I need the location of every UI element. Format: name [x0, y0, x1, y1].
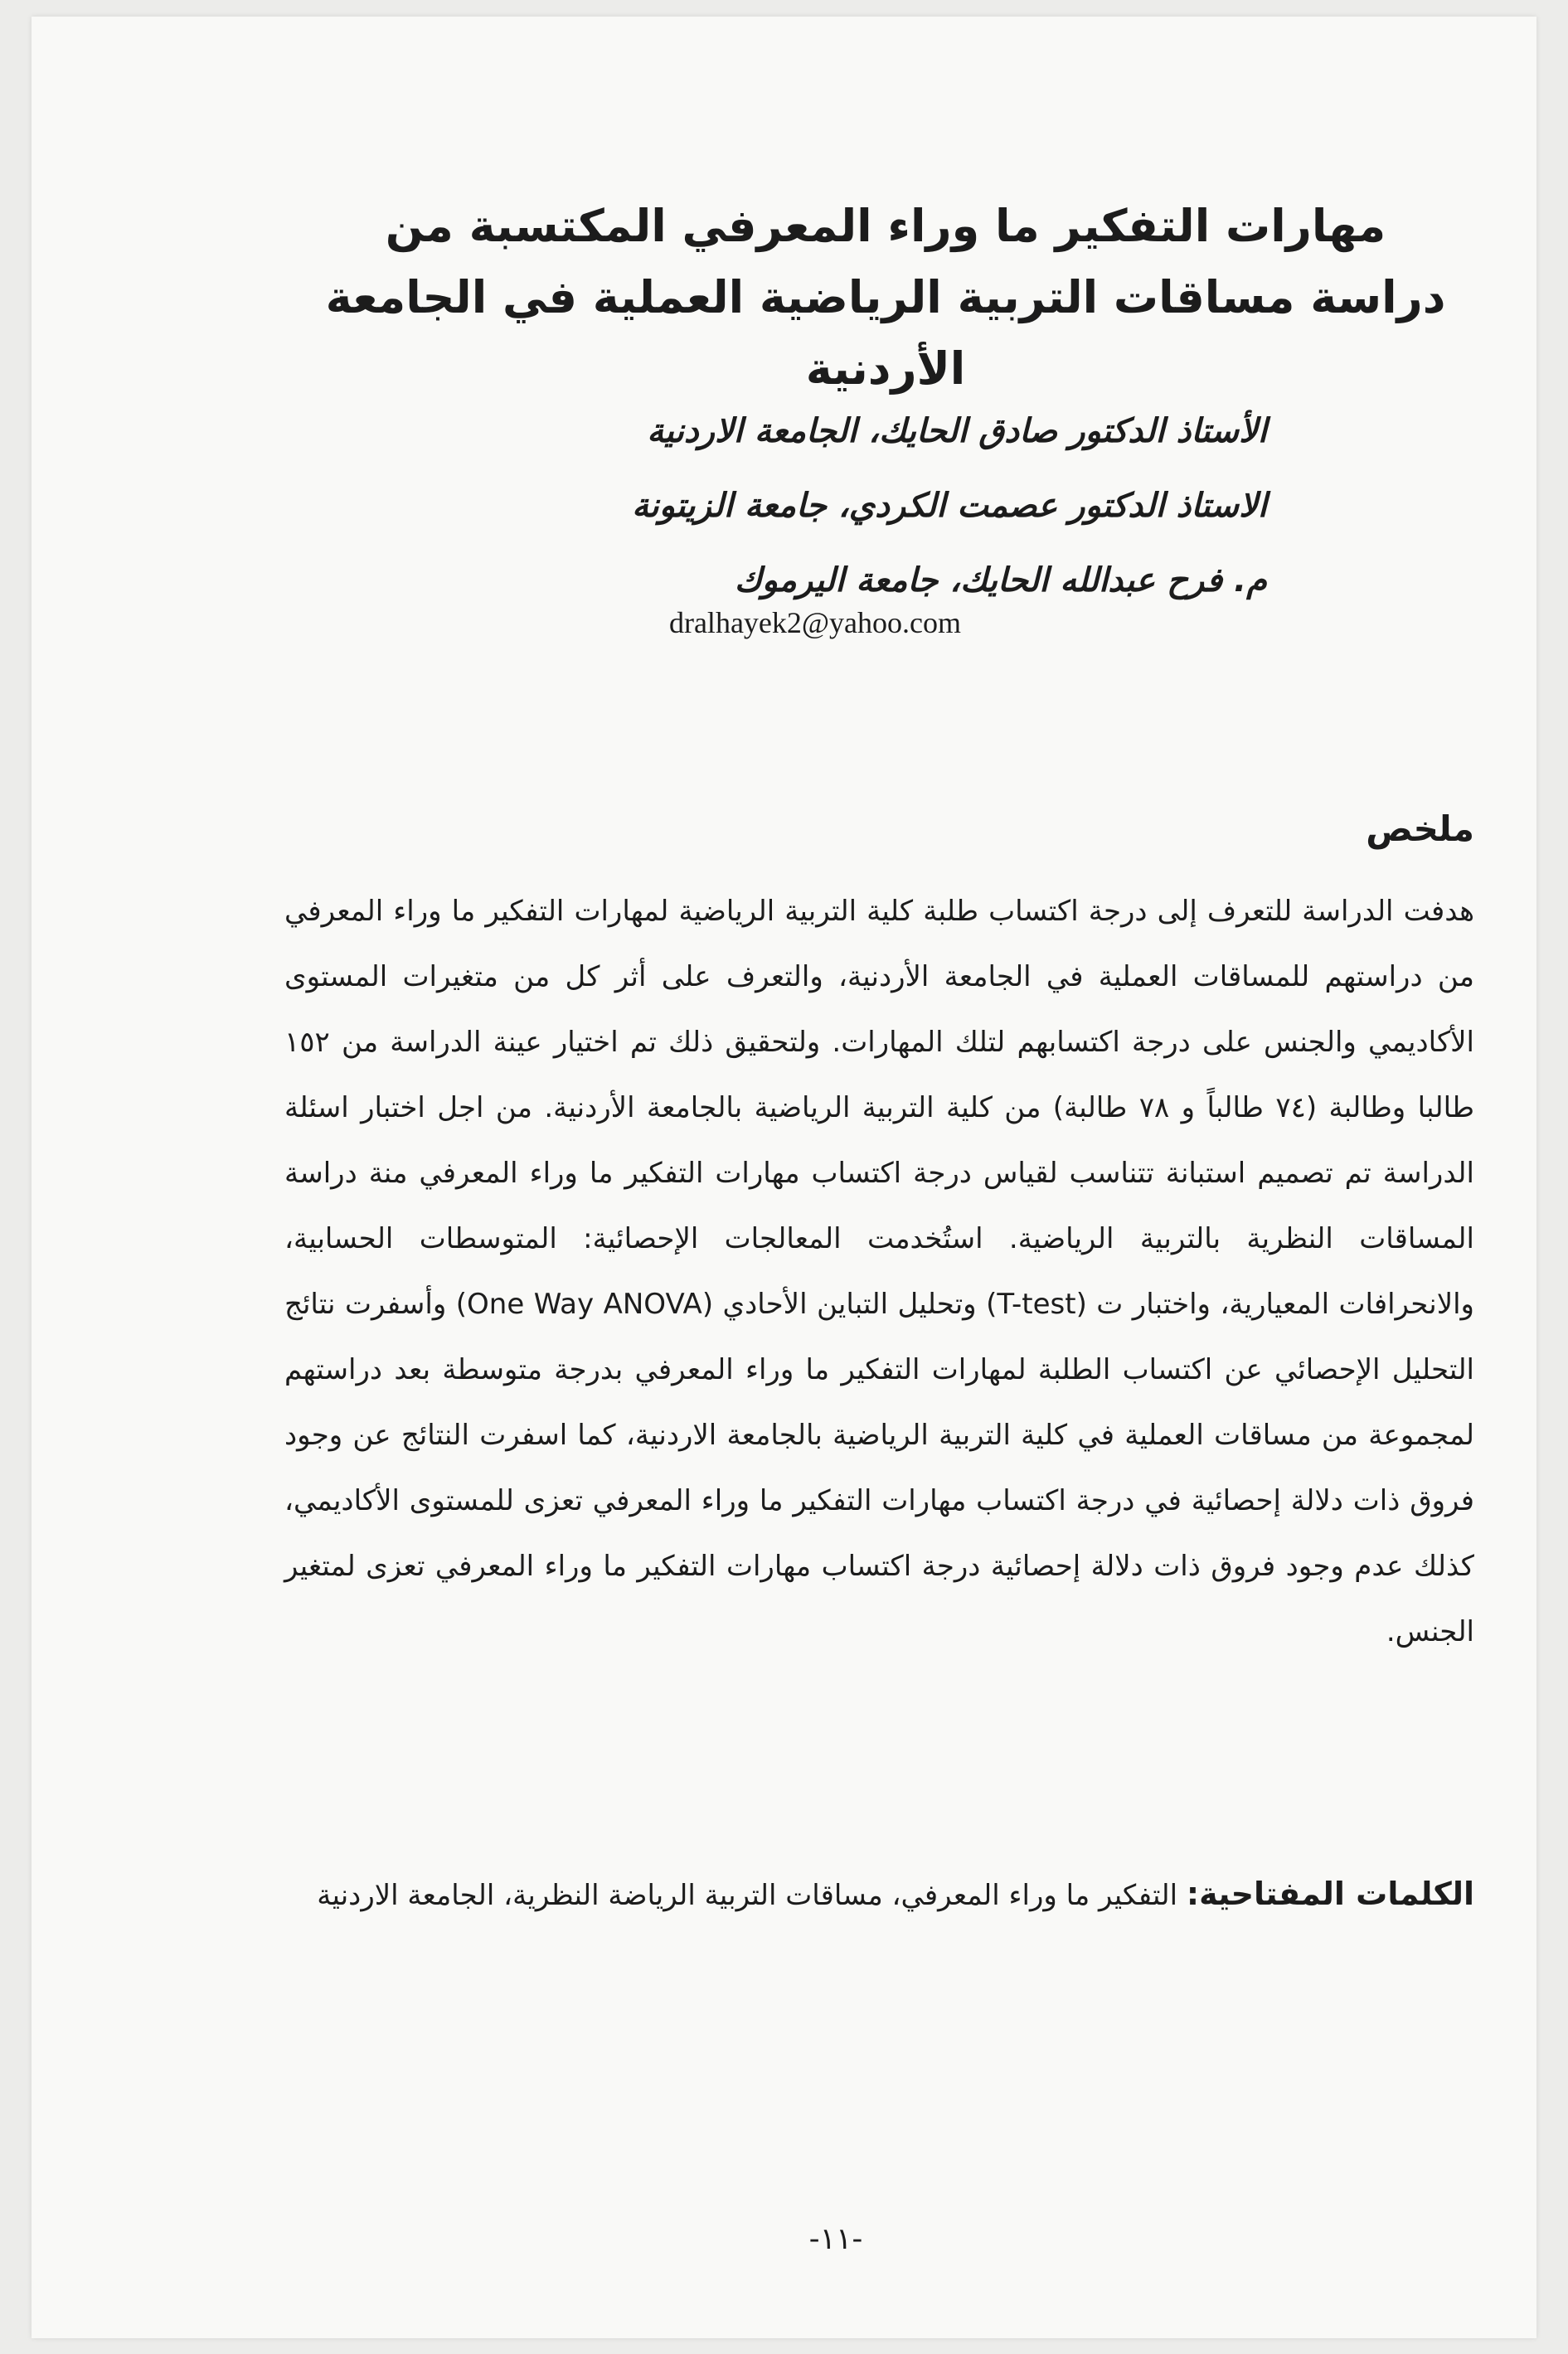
keywords-text: التفكير ما وراء المعرفي، مساقات التربية الرياضة النظرية، الجامعة الاردنية: [317, 1879, 1178, 1912]
keywords-label: الكلمات المفتاحية:: [1186, 1876, 1474, 1912]
page-number: -١١-: [808, 2222, 863, 2256]
abstract-heading: ملخص: [1366, 808, 1474, 849]
author-list: [363, 394, 1267, 618]
author-2: الاستاذ الدكتور عصمت الكردي، جامعة الزيتونة: [632, 487, 1267, 525]
paper-title: مهارات التفكير ما وراء المعرفي المكتسبة من دراسة مساقات التربية الرياضية العملية في الجامعة الأردنية: [325, 200, 1446, 395]
journal-page: [32, 17, 1536, 2338]
author-1: الأستاذ الدكتور صادق الحايك، الجامعة الاردنية: [647, 412, 1267, 450]
contact-email: dralhayek2@yahoo.com: [668, 606, 962, 639]
keywords-paragraph: [284, 1861, 1474, 1928]
author-3: م. فرح عبدالله الحايك، جامعة اليرموك: [734, 561, 1267, 599]
abstract-body: هدفت الدراسة للتعرف إلى درجة اكتساب طلبة كلية التربية الرياضية لمهارات التفكير ما وراء المعرفي من دراستهم للمساقات العملية في الجامعة الأردنية، والتعرف على أثر كل من متغيرات المستوى الأكاديمي والجنس على درجة اكتسابهم لتلك المهارات. ولتحقيق ذلك تم اختيار عينة الدراسة من ١٥٢ طالبا وطالبة (٧٤ طالباً و ٧٨ طالبة) من كلية التربية الرياضية بالجامعة الأردنية. من اجل اختبار اسئلة الدراسة تم تصميم استبانة تتناسب لقياس درجة اكتساب مهارات التفكير ما وراء المعرفي منة دراسة المساقات النظرية بالتربية الرياضية. استُخدمت المعالجات الإحصائية: المتوسطات الحسابية، والانحرافات المعيارية، واختبار ت (T-test) وتحليل التباين الأحادي (One Way ANOVA) وأسفرت نتائج التحليل الإحصائي عن اكتساب الطلبة لمهارات التفكير ما وراء المعرفي بدرجة متوسطة بعد دراستهم لمجموعة من مساقات العملية في كلية التربية الرياضية بالجامعة الاردنية، كما اسفرت النتائج عن وجود فروق ذات دلالة إحصائية في درجة اكتساب مهارات التفكير ما وراء المعرفي تعزى للمستوى الأكاديمي، كذلك عدم وجود فروق ذات دلالة إحصائية درجة اكتساب مهارات التفكير ما وراء المعرفي تعزى لمتغير الجنس.: [284, 895, 1474, 1648]
